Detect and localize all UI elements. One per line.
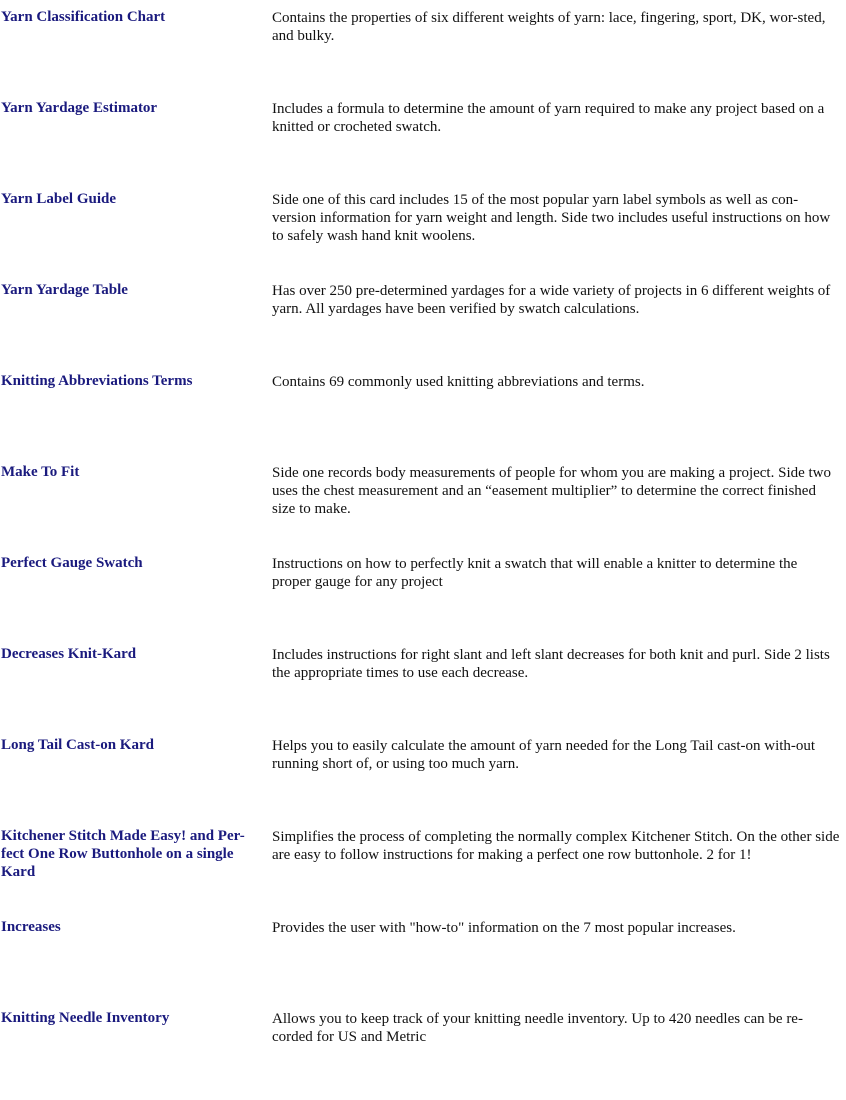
list-item — [0, 645, 846, 736]
product-name: Knitting Needle Inventory — [1, 1010, 170, 1026]
product-description: Provides the user with "how-to" information on the 7 most popular increases. — [272, 920, 736, 936]
product-description: Contains the properties of six different weights of yarn: lace, fingering, sport, DK, wor-sted, and bulky. — [272, 10, 826, 44]
product-name: Yarn Classification Chart — [1, 9, 166, 25]
product-name: Yarn Yardage Estimator — [1, 100, 158, 116]
product-description: Simplifies the process of completing the normally complex Kitchener Stitch. On the other side are easy to follow instructions for making a perfect one row buttonhole. 2 for 1! — [272, 829, 840, 863]
list-item — [0, 372, 846, 463]
product-name: Knitting Abbreviations Terms — [1, 373, 193, 389]
list-item — [0, 190, 846, 281]
product-description: Allows you to keep track of your knitting needle inventory. Up to 420 needles can be re-corded for US and Metric — [272, 1011, 803, 1045]
product-description: Includes a formula to determine the amount of yarn required to make any project based on a knitted or crocheted swatch. — [272, 101, 825, 135]
product-name: Decreases Knit-Kard — [1, 646, 137, 662]
list-item — [0, 736, 846, 827]
product-description: Side one records body measurements of people for whom you are making a project. Side two uses the chest measurement and an “easement multiplier” to determine the correct finished size to make. — [272, 465, 832, 517]
product-description: Includes instructions for right slant and left slant decreases for both knit and purl. Side 2 lists the appropriate times to use each decrease. — [272, 647, 830, 681]
list-item — [0, 8, 846, 99]
list-item — [0, 463, 846, 554]
product-name: Make To Fit — [1, 464, 80, 480]
product-name: Increases — [1, 919, 61, 935]
product-name: Yarn Label Guide — [1, 191, 117, 207]
product-list — [0, 8, 846, 1100]
list-item — [0, 827, 846, 918]
product-description: Instructions on how to perfectly knit a swatch that will enable a knitter to determine the proper gauge for any project — [272, 556, 798, 590]
list-item — [0, 1009, 846, 1100]
product-name: Long Tail Cast-on Kard — [1, 737, 154, 753]
list-item — [0, 918, 846, 1009]
list-item — [0, 554, 846, 645]
product-name: Perfect Gauge Swatch — [1, 555, 143, 571]
product-description: Has over 250 pre-determined yardages for a wide variety of projects in 6 different weights of yarn. All yardages have been verified by swatch calculations. — [272, 283, 831, 317]
product-name: Yarn Yardage Table — [1, 282, 128, 298]
product-name: Kitchener Stitch Made Easy! and Per-fect One Row Buttonhole on a single Kard — [1, 828, 245, 880]
list-item — [0, 281, 846, 372]
product-description: Contains 69 commonly used knitting abbreviations and terms. — [272, 374, 645, 390]
product-description: Helps you to easily calculate the amount of yarn needed for the Long Tail cast-on with-out running short of, or using too much yarn. — [272, 738, 816, 772]
product-description: Side one of this card includes 15 of the most popular yarn label symbols as well as con-version information for yarn weight and length. Side two includes useful instructions on how to safely wash hand knit woolens. — [272, 192, 831, 244]
list-item — [0, 99, 846, 190]
